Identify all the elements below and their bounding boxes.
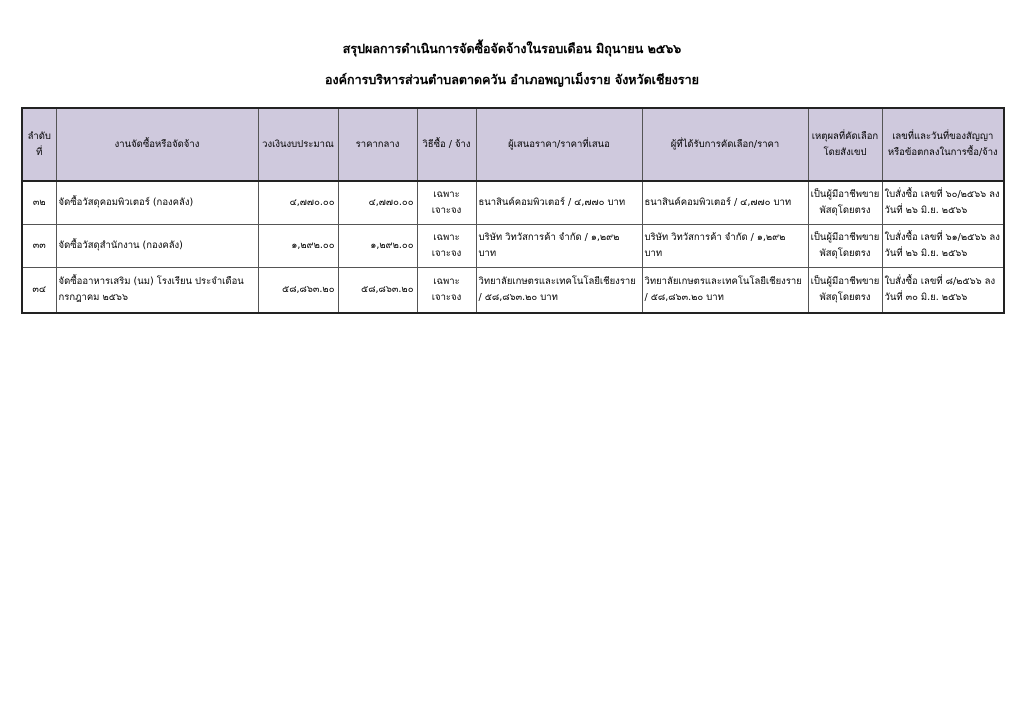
cell-selected: ธนาสินค์คอมพิวเตอร์ / ๔,๗๗๐ บาท xyxy=(642,181,808,225)
header-no: ลำดับที่ xyxy=(22,108,56,181)
cell-median-price: ๑,๒๙๒.๐๐ xyxy=(338,225,417,268)
cell-bidders: วิทยาลัยเกษตรและเทคโนโลยีเชียงราย / ๕๘,๘๖๓.๒๐ บาท xyxy=(476,268,642,314)
cell-no: ๓๓ xyxy=(22,225,56,268)
header-selected: ผู้ที่ได้รับการคัดเลือก/ราคา xyxy=(642,108,808,181)
header-median-price: ราคากลาง xyxy=(338,108,417,181)
table-row xyxy=(22,268,1004,314)
table-row xyxy=(22,181,1004,225)
cell-reason: เป็นผู้มีอาชีพขายพัสดุโดยตรง xyxy=(808,225,882,268)
header-budget: วงเงินงบประมาณ xyxy=(258,108,338,181)
cell-method: เฉพาะเจาะจง xyxy=(417,268,476,314)
cell-bidders: ธนาสินค์คอมพิวเตอร์ / ๔,๗๗๐ บาท xyxy=(476,181,642,225)
cell-selected: วิทยาลัยเกษตรและเทคโนโลยีเชียงราย / ๕๘,๘๖๓.๒๐ บาท xyxy=(642,268,808,314)
cell-contract: ใบสั่งซื้อ เลขที่ ๖๑/๒๕๖๖ ลงวันที่ ๒๖ มิ.ย. ๒๕๖๖ xyxy=(882,225,1004,268)
cell-selected: บริษัท วิทวัสการค้า จำกัด / ๑,๒๙๒ บาท xyxy=(642,225,808,268)
cell-item: จัดซื้อวัสดุสำนักงาน (กองคลัง) xyxy=(56,225,258,268)
cell-contract: ใบสั่งซื้อ เลขที่ ๖๐/๒๕๖๖ ลงวันที่ ๒๖ มิ.ย. ๒๕๖๖ xyxy=(882,181,1004,225)
cell-method: เฉพาะเจาะจง xyxy=(417,225,476,268)
document-subtitle: องค์การบริหารส่วนตำบลตาดควัน อำเภอพญาเม็งราย จังหวัดเชียงราย xyxy=(325,72,699,87)
header-method: วิธีซื้อ / จ้าง xyxy=(417,108,476,181)
header-bidders: ผู้เสนอราคา/ราคาที่เสนอ xyxy=(476,108,642,181)
table-row xyxy=(22,225,1004,268)
cell-median-price: ๕๘,๘๖๓.๒๐ xyxy=(338,268,417,314)
cell-bidders: บริษัท วิทวัสการค้า จำกัด / ๑,๒๙๒ บาท xyxy=(476,225,642,268)
procurement-table xyxy=(21,107,1005,314)
cell-reason: เป็นผู้มีอาชีพขายพัสดุโดยตรง xyxy=(808,268,882,314)
cell-budget: ๑,๒๙๒.๐๐ xyxy=(258,225,338,268)
header-reason: เหตุผลที่คัดเลือกโดยสังเขป xyxy=(808,108,882,181)
cell-item: จัดซื้ออาหารเสริม (นม) โรงเรียน ประจำเดือน กรกฎาคม ๒๕๖๖ xyxy=(56,268,258,314)
cell-budget: ๔,๗๗๐.๐๐ xyxy=(258,181,338,225)
cell-no: ๓๒ xyxy=(22,181,56,225)
cell-contract: ใบสั่งซื้อ เลขที่ ๘/๒๕๖๖ ลงวันที่ ๓๐ มิ.ย. ๒๕๖๖ xyxy=(882,268,1004,314)
cell-budget: ๕๘,๘๖๓.๒๐ xyxy=(258,268,338,314)
cell-item: จัดซื้อวัสดุคอมพิวเตอร์ (กองคลัง) xyxy=(56,181,258,225)
cell-median-price: ๔,๗๗๐.๐๐ xyxy=(338,181,417,225)
header-item: งานจัดซื้อหรือจัดจ้าง xyxy=(56,108,258,181)
cell-no: ๓๔ xyxy=(22,268,56,314)
document-title: สรุปผลการดำเนินการจัดซื้อจัดจ้างในรอบเดือน มิถุนายน ๒๕๖๖ xyxy=(342,41,682,56)
cell-reason: เป็นผู้มีอาชีพขายพัสดุโดยตรง xyxy=(808,181,882,225)
cell-method: เฉพาะเจาะจง xyxy=(417,181,476,225)
header-contract: เลขที่และวันที่ของสัญญาหรือข้อตกลงในการซื้อ/จ้าง xyxy=(882,108,1004,181)
header-row xyxy=(22,108,1004,181)
